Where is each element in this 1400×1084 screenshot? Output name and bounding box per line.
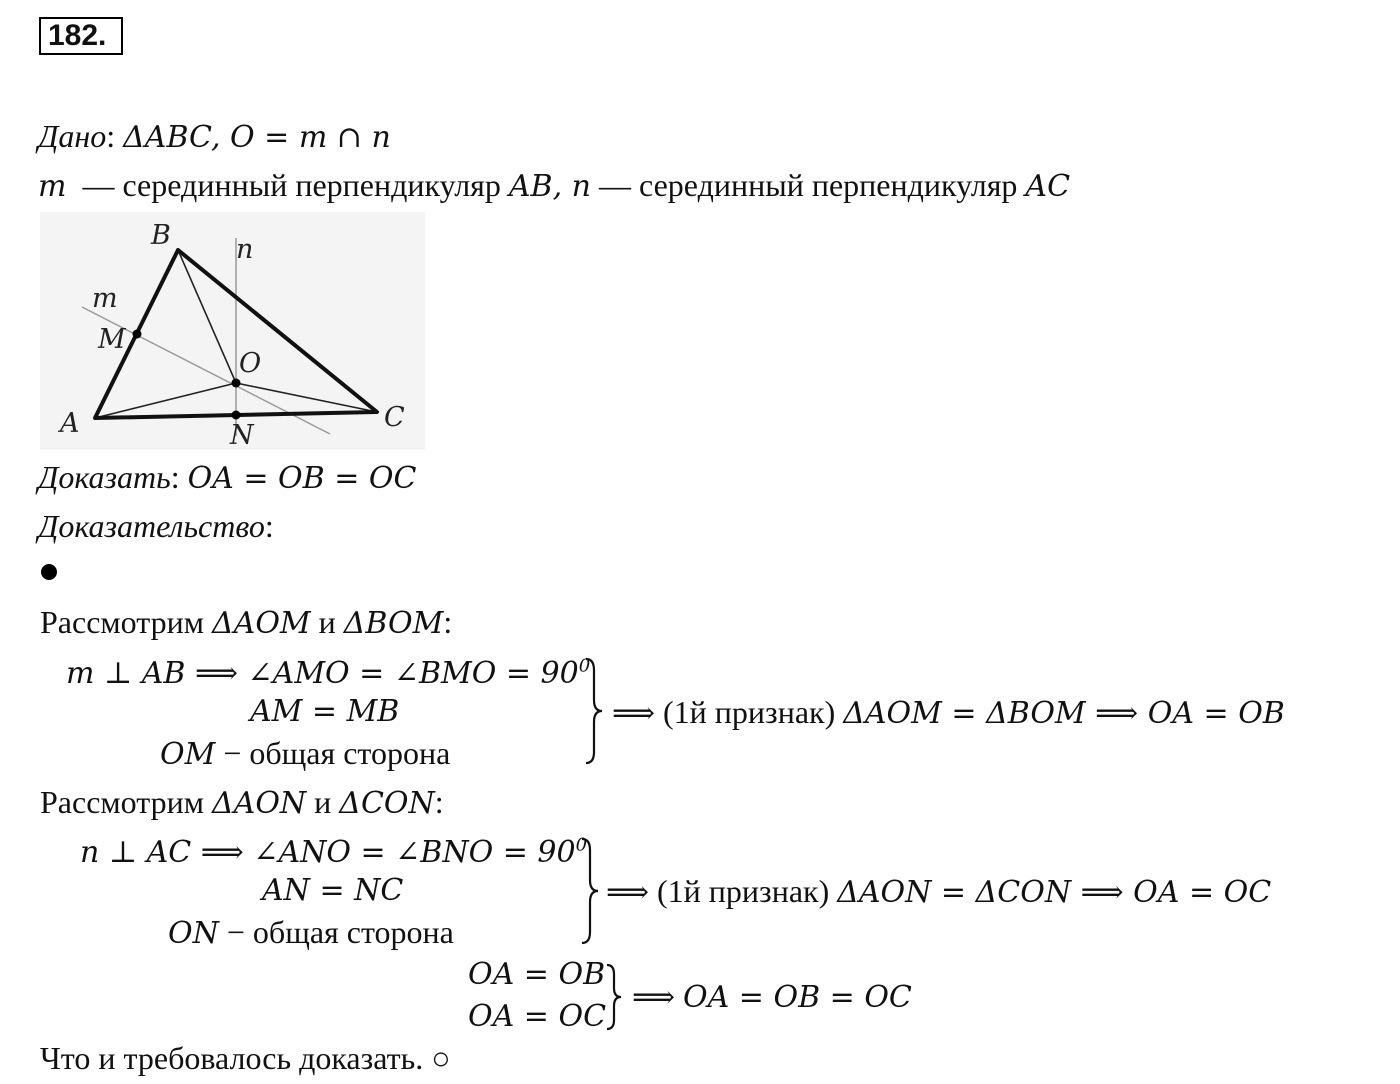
given-text-1: — серединный перпендикуляр	[82, 167, 501, 203]
final-arrow: ⟹	[632, 980, 676, 1015]
step1-triangle-1: ΔAOM	[211, 606, 311, 641]
step2-c3-var: ON	[168, 916, 219, 951]
step2-c3-text: − общая сторона	[226, 914, 454, 950]
step1-result: ΔAOM = ΔBOM ⟹ OA = OB	[843, 696, 1285, 731]
step1-right-brace	[582, 656, 606, 766]
label-c: C	[384, 402, 405, 433]
prove-line	[38, 461, 416, 494]
given-label: Дано	[38, 118, 107, 154]
step2-arrow: ⟹	[606, 875, 650, 910]
prove-formula: OA = OB = OC	[187, 461, 417, 496]
proof-line	[38, 510, 274, 542]
problem-number: 182.	[39, 17, 123, 55]
step1-result-line	[612, 696, 1285, 729]
step2-result: ΔAON = ΔCON ⟹ OA = OC	[837, 875, 1272, 910]
prove-label: Доказать	[38, 459, 171, 495]
label-m-point: M	[98, 324, 126, 355]
step1-c3-text: − общая сторона	[223, 735, 451, 771]
label-n-point: N	[230, 420, 254, 451]
step1-arrow: ⟹	[612, 696, 656, 731]
proof-label: Доказательство	[38, 508, 265, 544]
step2-condition-2: AN = NC	[262, 873, 404, 908]
given-line-2	[38, 169, 1070, 202]
step2-right-brace	[575, 834, 602, 946]
step1-condition-3	[160, 737, 450, 770]
step1-intro	[40, 606, 452, 639]
label-b: B	[151, 220, 171, 251]
label-a: A	[60, 408, 80, 439]
proof-sep: :	[264, 508, 274, 544]
triangle-figure	[40, 212, 430, 452]
step1-triangle-2: ΔBOM	[343, 606, 444, 641]
step1-sign: (1й признак)	[663, 694, 836, 730]
step1-intro-text: Рассмотрим	[40, 604, 204, 640]
step1-c1-sup: 0	[578, 655, 591, 677]
final-result: OA = OB = OC	[683, 980, 912, 1015]
given-text-2: — серединный перпендикуляр	[598, 167, 1018, 203]
step2-intro	[40, 786, 444, 819]
label-o: O	[239, 348, 262, 379]
step1-condition-1	[66, 656, 590, 689]
step2-condition-3	[168, 916, 454, 949]
step1-c1-text: m ⊥ AB ⟹ ∠AMO = ∠BMO = 90	[66, 656, 579, 691]
final-condition-2: OA = OC	[468, 999, 607, 1034]
step2-triangle-2: ΔCON	[339, 786, 435, 821]
given-sep: :	[106, 118, 116, 154]
bullet	[41, 564, 57, 580]
given-line	[38, 120, 391, 153]
step2-triangle-1: ΔAON	[211, 786, 307, 821]
final-right-brace	[604, 962, 624, 1032]
point-o	[232, 379, 241, 388]
label-m-line: m	[92, 283, 118, 314]
point-m	[133, 330, 142, 339]
step2-result-line	[606, 875, 1271, 908]
given-m: m	[38, 169, 67, 204]
step1-and: и	[318, 604, 336, 640]
step2-c1-text: n ⊥ AC ⟹ ∠ANO = ∠BNO = 90	[80, 835, 576, 870]
label-n-line: n	[236, 234, 254, 265]
point-n	[232, 411, 241, 420]
step1-condition-2: AM = MB	[250, 694, 400, 729]
final-condition-1: OA = OB	[468, 957, 606, 992]
step2-intro-text: Рассмотрим	[40, 784, 204, 820]
step1-colon: :	[443, 604, 453, 640]
given-ac: AC	[1025, 169, 1071, 204]
step2-c1-sup: 0	[575, 834, 588, 856]
conclusion: Что и требовалось доказать. ○	[40, 1040, 451, 1076]
given-ab: AB, n	[508, 169, 591, 204]
final-result-line	[632, 980, 912, 1013]
prove-sep: :	[170, 459, 180, 495]
step2-condition-1	[80, 835, 587, 868]
step2-colon: :	[434, 784, 444, 820]
given-formula: ΔABC, O = m ∩ n	[123, 120, 391, 155]
step2-and: и	[314, 784, 332, 820]
step2-sign: (1й признак)	[657, 873, 830, 909]
step1-c3-var: OM	[160, 737, 216, 772]
